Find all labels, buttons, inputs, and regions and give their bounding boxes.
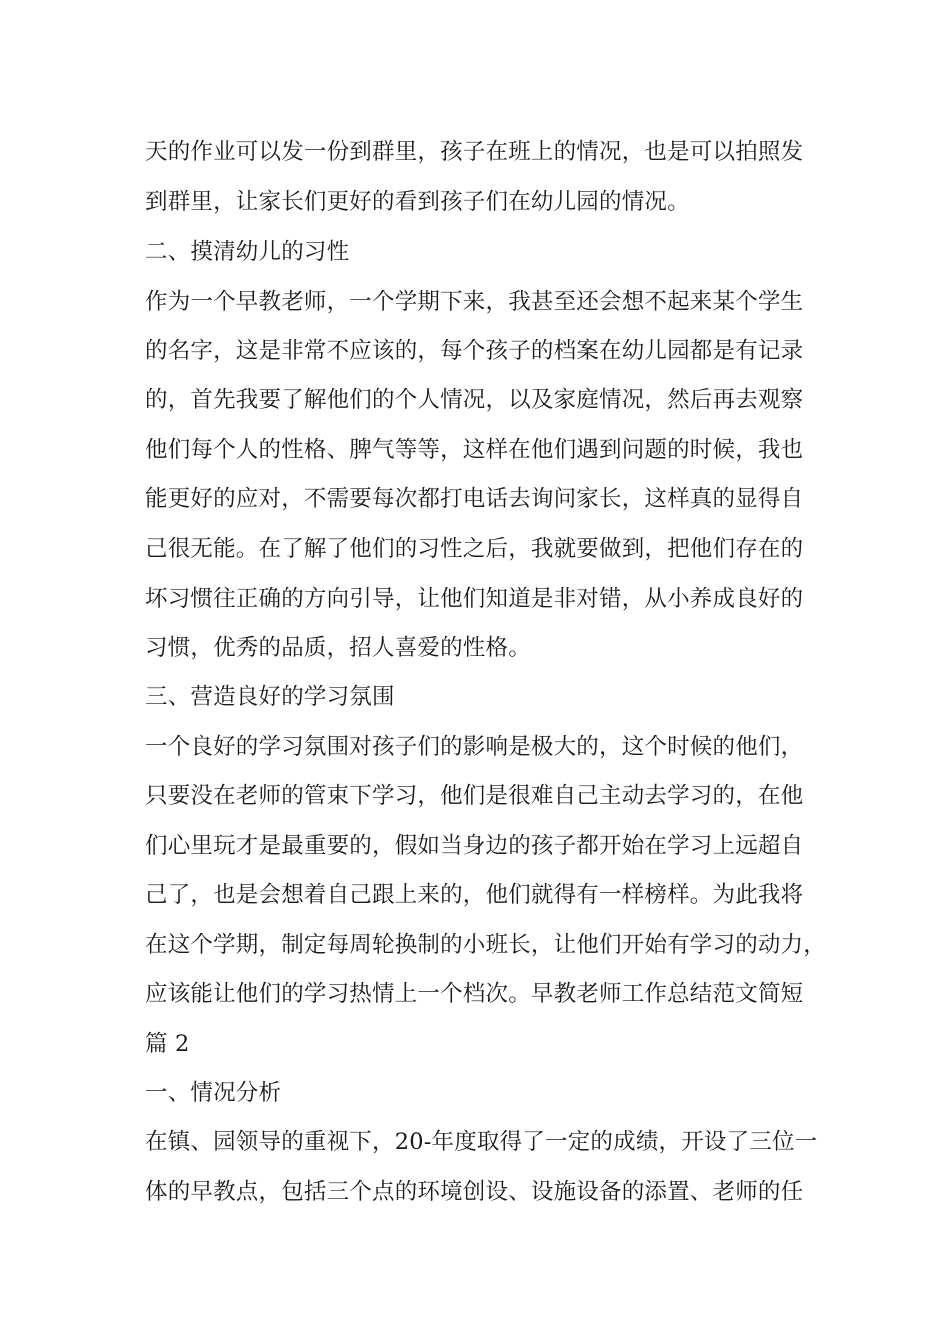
text-line: 的名字，这是非常不应该的，每个孩子的档案在幼儿园都是有记录 — [145, 338, 804, 364]
text-line: 天的作业可以发一份到群里，孩子在班上的情况，也是可以拍照发 — [145, 139, 804, 165]
text-line: 在镇、园领导的重视下，20-年度取得了一定的成绩，开设了三位一 — [145, 1129, 818, 1155]
text-line: 的，首先我要了解他们的个人情况，以及家庭情况，然后再去观察 — [145, 387, 804, 413]
text-line: 一个良好的学习氛围对孩子们的影响是极大的，这个时候的他们， — [145, 734, 804, 760]
text-line: 他们每个人的性格、脾气等等，这样在他们遇到问题的时候，我也 — [145, 437, 804, 463]
text-line: 在这个学期，制定每周轮换制的小班长，让他们开始有学习的动力， — [145, 932, 827, 958]
section-heading: 二、摸清幼儿的习性 — [145, 239, 350, 265]
text-line: 篇 2 — [145, 1031, 190, 1057]
text-line: 坏习惯往正确的方向引导，让他们知道是非对错，从小养成良好的 — [145, 586, 804, 612]
section-heading: 三、营造良好的学习氛围 — [145, 684, 395, 710]
text-line: 习惯，优秀的品质，招人喜爱的性格。 — [145, 635, 531, 661]
section-heading: 一、情况分析 — [145, 1080, 282, 1106]
text-line: 作为一个早教老师，一个学期下来，我甚至还会想不起来某个学生 — [145, 289, 804, 315]
text-line: 己很无能。在了解了他们的习性之后，我就要做到，把他们存在的 — [145, 536, 804, 562]
text-line: 到群里，让家长们更好的看到孩子们在幼儿园的情况。 — [145, 189, 690, 215]
text-line: 体的早教点，包括三个点的环境创设、设施设备的添置、老师的任 — [145, 1179, 804, 1205]
text-line: 应该能让他们的学习热情上一个档次。早教老师工作总结范文简短 — [145, 981, 804, 1007]
text-line: 只要没在老师的管束下学习，他们是很难自己主动去学习的，在他 — [145, 783, 804, 809]
text-line: 们心里玩才是最重要的，假如当身边的孩子都开始在学习上远超自 — [145, 833, 804, 859]
text-line: 能更好的应对，不需要每次都打电话去询问家长，这样真的显得自 — [145, 486, 804, 512]
text-line: 己了，也是会想着自己跟上来的，他们就得有一样榜样。为此我将 — [145, 882, 804, 908]
